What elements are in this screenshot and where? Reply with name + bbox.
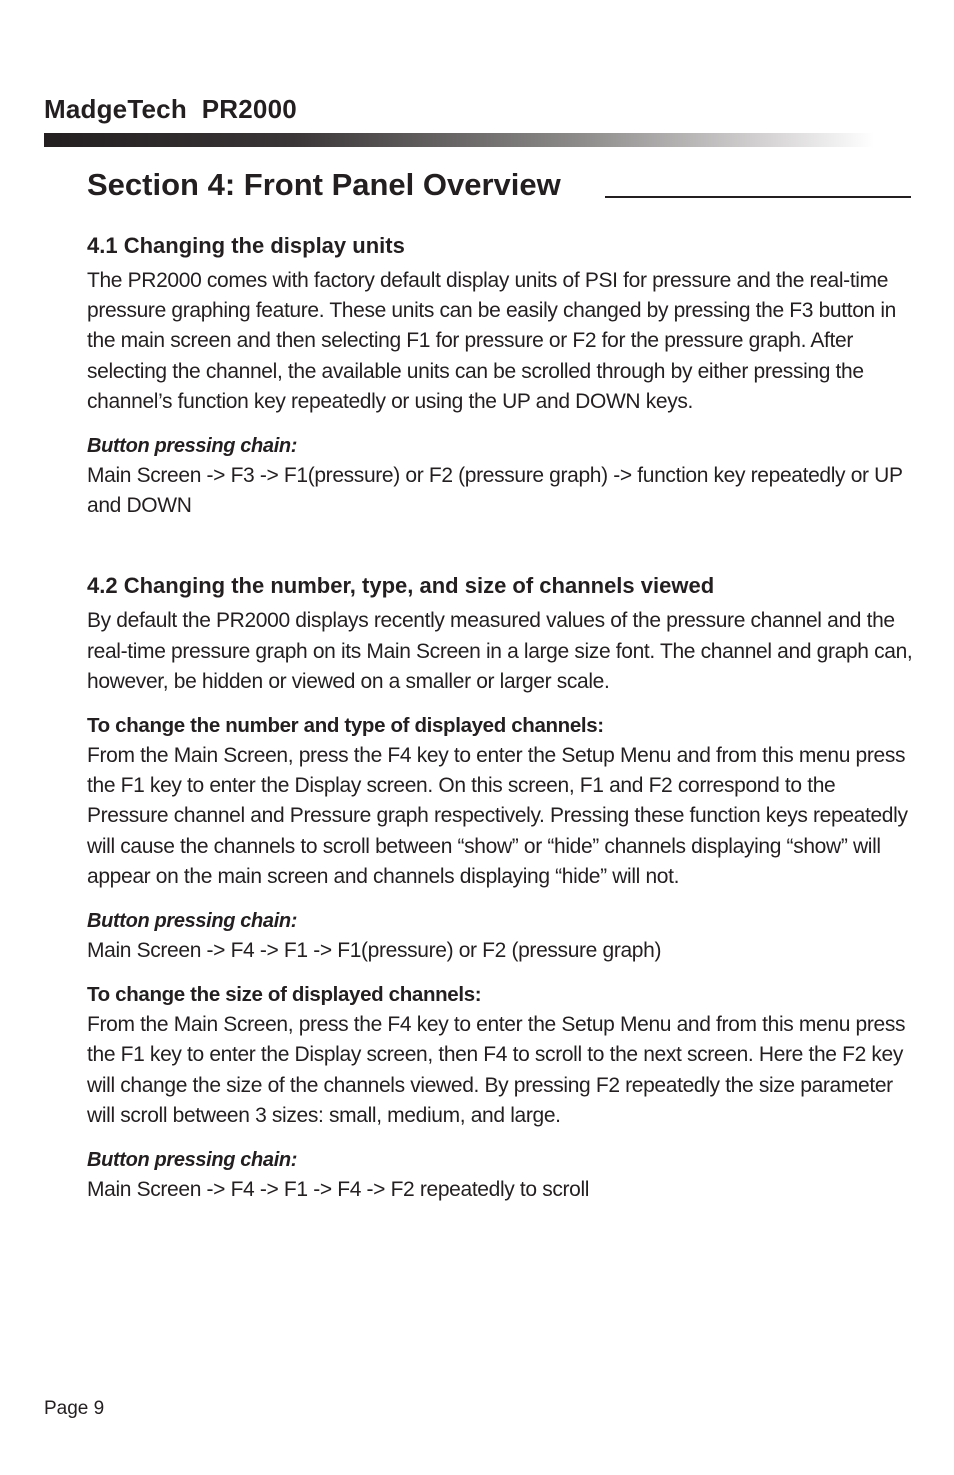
change-size-label: To change the size of displayed channels:: [87, 983, 482, 1007]
section-title-rule: [605, 196, 911, 198]
subsection-4-2: [87, 571, 915, 1205]
button-chain-text: Main Screen -> F3 -> F1(pressure) or F2 (pressure graph) -> function key repeatedly or UP and DOWN: [87, 464, 903, 518]
change-type-body: From the Main Screen, press the F4 key to enter the Setup Menu and from this menu press the F1 key to enter the Display screen. On this screen, F1 and F2 correspond to the Pressure channel and Pressure graph respectively. Pressing these function keys repeatedly will cause the channels to scroll between “show” or “hide” channels displaying “show” will appear on the main screen and channels displaying “hide” will not.: [87, 744, 908, 888]
subsection-body-4-1: The PR2000 comes with factory default display units of PSI for pressure and the real-time pressure graphing feature. These units can be easily changed by pressing the F3 button in the main screen and then selecting F1 for pressure or F2 for the pressure graph. After selecting the channel, the available units can be scrolled through by either pressing the channel’s function key repeatedly or using the UP and DOWN keys.: [87, 269, 896, 413]
subsection-heading-4-1: 4.1 Changing the display units: [87, 233, 405, 258]
page-content: [87, 231, 915, 1205]
button-chain-text: Main Screen -> F4 -> F1 -> F4 -> F2 repeatedly to scroll: [87, 1178, 590, 1202]
page-number: Page 9: [44, 1398, 105, 1419]
header-gradient-bar: [44, 133, 874, 147]
change-size-body: From the Main Screen, press the F4 key to enter the Setup Menu and from this menu press the F1 key to enter the Display screen, then F4 to scroll to the next screen. Here the F2 key will change the size of the channels viewed. By pressing F2 repeatedly the size parameter will scroll between 3 sizes: small, medium, and large.: [87, 1013, 906, 1127]
button-chain-label: Button pressing chain:: [87, 910, 298, 933]
change-type-label: To change the number and type of displayed channels:: [87, 714, 604, 738]
button-chain-label: Button pressing chain:: [87, 1149, 298, 1172]
button-chain-text: Main Screen -> F4 -> F1 -> F1(pressure) or F2 (pressure graph): [87, 939, 662, 963]
subsection-heading-4-2: 4.2 Changing the number, type, and size of channels viewed: [87, 573, 715, 599]
section-title: Section 4: Front Panel Overview: [87, 167, 561, 202]
subsection-body-4-2: By default the PR2000 displays recently measured values of the pressure channel and the real-time pressure graph on its Main Screen in a large size font. The channel and graph can, however, be hidden or viewed on a smaller or larger scale.: [87, 609, 913, 693]
button-chain-label: Button pressing chain:: [87, 435, 298, 458]
document-header-title: MadgeTech PR2000: [44, 94, 297, 124]
